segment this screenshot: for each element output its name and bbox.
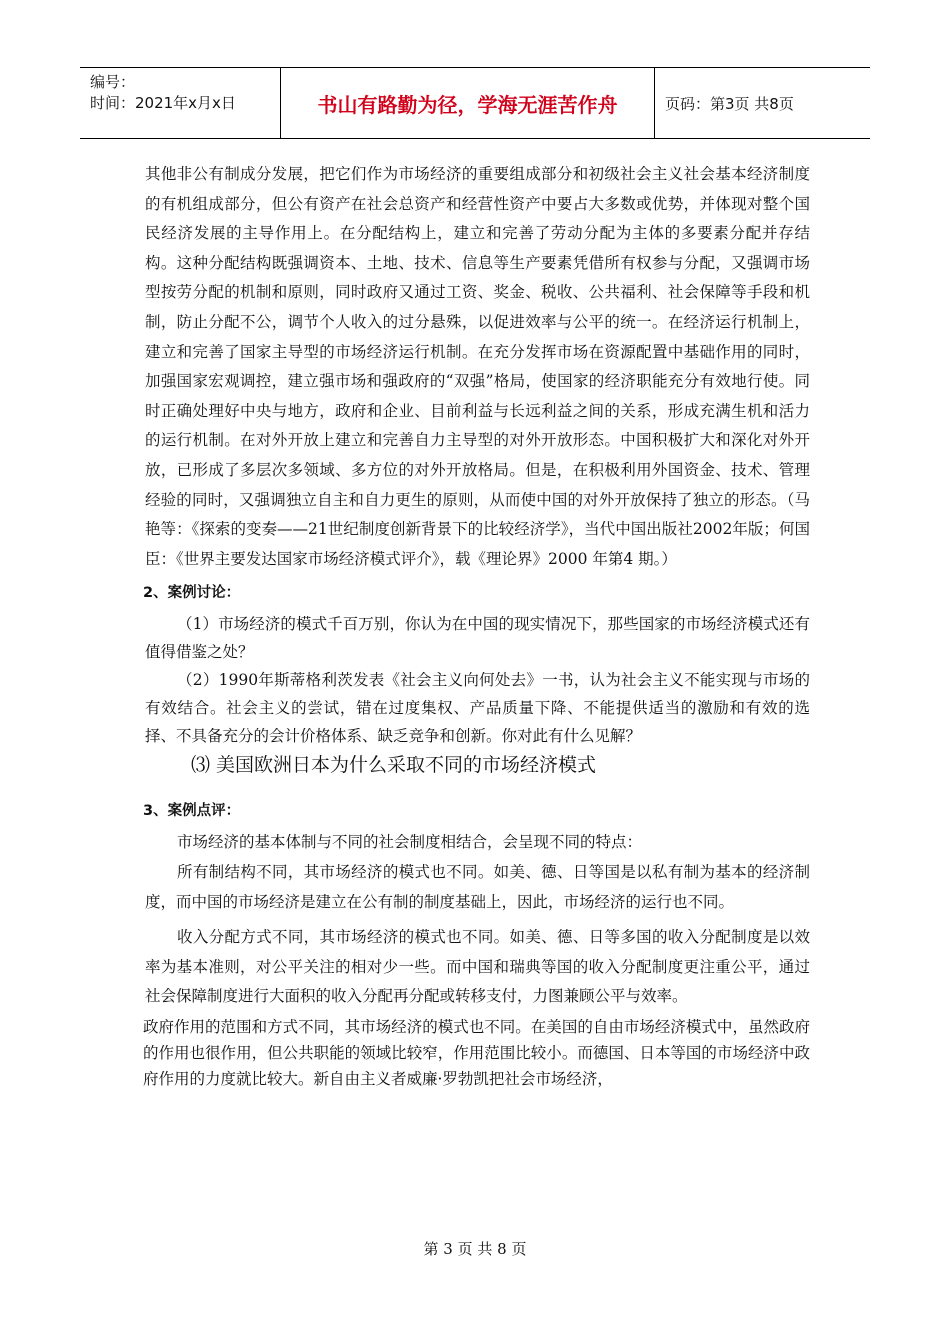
paragraph-economic-structure: 其他非公有制成分发展，把它们作为市场经济的重要组成部分和初级社会主义社会基本经济制度的有机组成部分，但公有资产在社会总资产和经营性资产中要占大多数或优势，并体现对整个国民经济发展的主导作用上。在分配结构上，建立和完善了劳动分配为主体的多要素分配并存结构。这种分配结构既强调资本、土地、技术、信息等生产要素凭借所有权参与分配，又强调市场型按劳分配的机制和原则，同时政府又通过工资、奖金、税收、公共福利、社会保障等手段和机制，防止分配不公，调节个人收入的过分悬殊，以促进效率与公平的统一。在经济运行机制上，建立和完善了国家主导型的市场经济运行机制。在充分发挥市场在资源配置中基础作用的同时，加强国家宏观调控，建立强市场和强政府的“双强”格局，使国家的经济职能充分有效地行使。同时正确处理好中央与地方，政府和企业、目前利益与长远利益之间的关系，形成充满生机和活力的运行机制。在对外开放上建立和完善自力主导型的对外开放形态。中国积极扩大和深化对外开放，已形成了多层次多领域、多方位的对外开放格局。但是，在积极利用外国资金、技术、管理经验的同时，又强调独立自主和自力更生的原则，从而使中国的对外开放保持了独立的形态。（马艳等：《探索的变奏——21世纪制度创新背景下的比较经济学》，当代中国出版社2002年版；何国臣：《世界主要发达国家市场经济模式评介》，载《理论界》2000 年第4 期。） [145,165,810,568]
section-heading-discussion: 2、案例讨论： [143,585,241,602]
commentary-point-ownership: 所有制结构不同，其市场经济的模式也不同。如美、德、日等国是以私有制为基本的经济制度，而中国的市场经济是建立在公有制的制度基础上，因此，市场经济的运行也不同。 [145,862,810,911]
page-header [80,67,870,139]
doc-number-label: 编号： [90,73,136,91]
commentary-point-distribution: 收入分配方式不同，其市场经济的模式也不同。如美、德、日等多国的收入分配制度是以效率为基本准则，对公平关注的相对少一些。而中国和瑞典等国的收入分配制度更注重公平，通过社会保障制度进行大面积的收入分配再分配或转移支付，力图兼顾公平与效率。 [145,928,810,1006]
discussion-question-3: ⑶ 美国欧洲日本为什么采取不同的市场经济模式 [191,754,597,777]
header-motto: 书山有路勤为径，学海无涯苦作舟 [280,68,655,138]
commentary-intro: 市场经济的基本体制与不同的社会制度相结合，会呈现不同的特点： [177,833,643,852]
document-body [145,160,810,1092]
commentary-point-government: 政府作用的范围和方式不同，其市场经济的模式也不同。在美国的自由市场经济模式中，虽然政府的作用也很作用，但公共职能的领域比较窄，作用范围比较小。而德国、日本等国的市场经济中政府作用的力度就比较大。新自由主义者威廉·罗勃凯把社会市场经济， [143,1017,810,1088]
page-footer: 第 3 页 共 8 页 [423,1240,527,1258]
header-page-label: 页码：第3页 共8页 [665,94,794,113]
doc-date-label: 时间：2021年x月x日 [90,94,236,112]
discussion-question-2: （2）1990年斯蒂格利茨发表《社会主义向何处去》一书，认为社会主义不能实现与市场的有效结合。社会主义的尝试，错在过度集权、产品质量下降、不能提供适当的激励和有效的选择、不具备充分的会计价格体系、缺乏竞争和创新。你对此有什么见解？ [145,671,810,746]
header-meta [80,68,280,138]
section-heading-commentary: 3、案例点评： [143,803,241,820]
discussion-question-1: （1）市场经济的模式千百万别，你认为在中国的现实情况下，那些国家的市场经济模式还有值得借鉴之处？ [145,615,810,662]
